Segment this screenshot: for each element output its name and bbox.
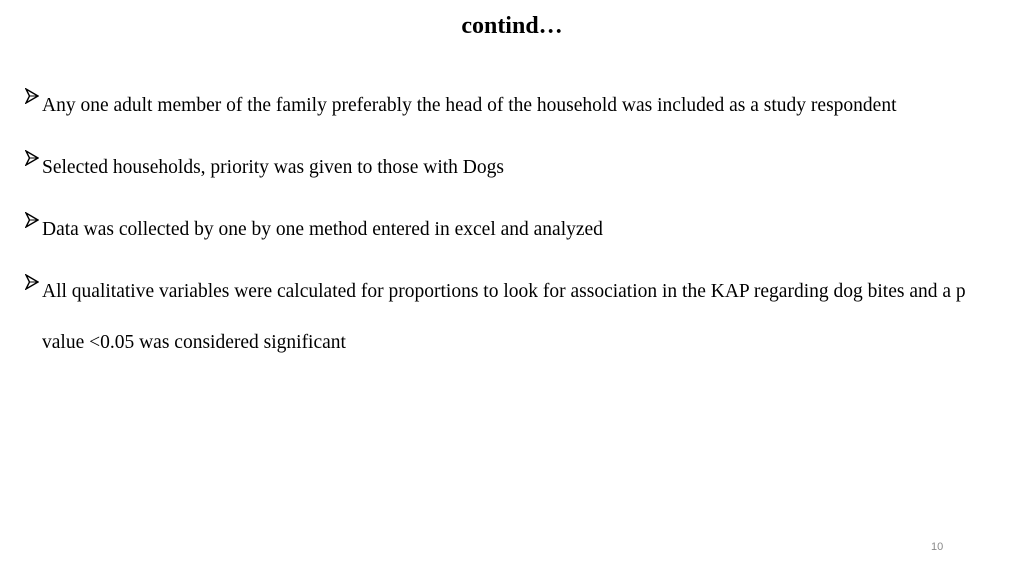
bullet-list [24, 80, 1004, 379]
bullet-text: Any one adult member of the family preferably the head of the household was included as a study respondent [42, 95, 897, 116]
bullet-item-3 [24, 204, 1004, 255]
bullet-text: Selected households, priority was given to those with Dogs [42, 157, 504, 178]
slide-title: contind… [461, 13, 563, 39]
bullet-item-2 [24, 142, 1004, 193]
arrowhead-bullet-icon [24, 266, 40, 296]
arrowhead-bullet-icon [24, 142, 40, 172]
bullet-text: All qualitative variables were calculated for proportions to look for association in the KAP regarding dog bites and a p value <0.05 was considered significant [42, 281, 966, 353]
bullet-text: Data was collected by one by one method entered in excel and analyzed [42, 219, 603, 240]
arrowhead-bullet-icon [24, 80, 40, 110]
arrowhead-bullet-icon [24, 204, 40, 234]
page-number: 10 [931, 541, 944, 553]
bullet-item-4 [24, 266, 1004, 368]
bullet-item-1 [24, 80, 1004, 131]
